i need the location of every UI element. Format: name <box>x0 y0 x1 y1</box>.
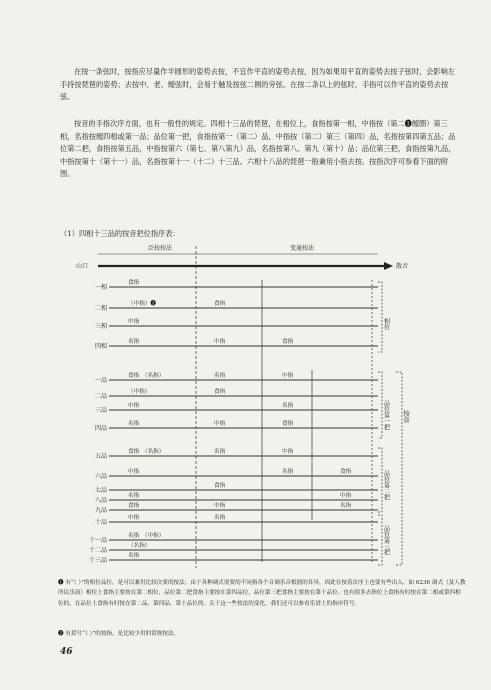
finger-note: 名指 <box>214 515 226 521</box>
fret-label: 二品 <box>94 393 107 400</box>
finger-note: 名指 <box>282 469 294 475</box>
finger-note: 名指 （中指） <box>128 533 165 539</box>
fret-label: 六品 <box>94 473 107 480</box>
finger-note: 中指 <box>128 515 140 521</box>
fret-row <box>95 317 378 330</box>
finger-note: （中指） <box>128 389 151 395</box>
finger-note: 食指 <box>214 483 226 489</box>
finger-note: 食指 <box>214 389 226 395</box>
finger-note: （名指） <box>128 543 151 549</box>
finger-note: 名指 <box>214 449 226 455</box>
fret-row <box>95 299 378 312</box>
footnote-2: ❷ 有括号“（ ）”的按指，是比较少用的常规按法。 <box>58 631 180 637</box>
shankou-label: 山口 <box>75 263 88 270</box>
finger-note: 食指 <box>282 421 294 427</box>
paragraph-2: 按音的手指次序方面，也有一般性的规定。四相十三品的琵琶，在相位上，食指按第一相，中指按（第二❶缠圈）第三相，名指按缠四相或第一品；品位第一把，食指按第一（第二）品，中指按（第二）第三（第四）品，名指按第四第五品；品位第二把，食指按第五品，中指按第六（第七、第八第九）品，名指按第八、第九（第十）品；品位第三把，食指按第九品，中指按第十（第十一）品，名指按第十一（十二）十三品。六相十八品的琵琶一般兼用小指去按。按指次序可参看下面的附图。 <box>60 119 456 179</box>
range-bracket <box>378 515 382 565</box>
fret-label: 三相 <box>94 323 107 330</box>
finger-note: 中指 <box>340 493 352 499</box>
fret-row <box>95 419 378 432</box>
range-bracket <box>378 282 382 352</box>
open-string-label: 散音 <box>396 263 409 270</box>
outer-bracket-label: 按音 <box>402 410 410 423</box>
fret-row <box>95 387 378 400</box>
finger-note: 食指 （名指） <box>128 449 165 455</box>
finger-note: 名指 <box>214 373 226 379</box>
range-bracket <box>378 448 382 512</box>
fret-label: 四品 <box>94 425 107 432</box>
column-header-right: 变通按法 <box>290 245 315 252</box>
fret-label: 二相 <box>94 305 107 312</box>
finger-note: 中指 <box>282 373 294 379</box>
fret-row <box>95 401 378 414</box>
fret-label: 一相 <box>94 284 107 291</box>
fret-row <box>89 551 378 564</box>
fret-label: 五品 <box>94 453 107 460</box>
finger-note: 食指 <box>128 503 140 509</box>
finger-note: （中指）❷ <box>128 301 156 307</box>
fret-row <box>95 467 378 480</box>
paragraph-1: 在按一条弦时，按指应尽量作半圆形的姿势去按，不宜作平直的姿势去按，因为如果用平直的姿势去按子弦时，会影响左手持按琵琶的姿势；去按中、老、缠弦时，会易于触及按弦二侧的旁弦。在按二条以上的弦时，手指可以作平直的姿势去按弦。 <box>60 67 455 102</box>
fret-label: 十品 <box>94 519 107 526</box>
finger-note: 中指 <box>214 503 226 509</box>
finger-note: 名指 <box>282 403 294 409</box>
fret-label: 十一品 <box>88 537 107 544</box>
fret-label: 九品 <box>94 507 107 514</box>
finger-note: 中指 <box>128 319 140 325</box>
fret-label: 十三品 <box>88 557 107 564</box>
table-caption: （1）四相十三品的按音把位指序表： <box>60 229 180 238</box>
finger-note: 中指 <box>128 469 140 475</box>
finger-note: 食指 <box>282 339 294 345</box>
fret-label: 四相 <box>94 343 107 350</box>
page-number: 46 <box>60 647 73 657</box>
finger-note: 名指 <box>340 503 352 509</box>
finger-note: 名指 <box>128 493 140 499</box>
fret-label: 一品 <box>94 377 107 384</box>
fret-label: 八品 <box>94 497 107 504</box>
fret-row <box>95 447 378 460</box>
outer-bracket <box>396 372 402 565</box>
fret-row <box>95 278 378 291</box>
arrow-head-icon <box>384 262 393 270</box>
finger-note: 中指 <box>214 421 226 427</box>
finger-note: 名指 <box>128 553 140 559</box>
finger-note: 名指 <box>128 421 140 427</box>
range-label: 品位第三把 <box>382 525 390 555</box>
fret-row <box>95 371 378 384</box>
fret-label: 七品 <box>94 487 107 494</box>
finger-note: 名指 <box>128 339 140 345</box>
fret-row <box>95 337 378 350</box>
column-header-left: 泛按按法 <box>148 245 173 252</box>
finger-note: 食指 （名指） <box>128 373 165 379</box>
range-label: 品位第二把 <box>382 470 390 500</box>
footnote-1: ❶ 有“（ ）”的相位品位，是可以兼用比较次要的按法。由于各种调式需要的不同指各个音调乐音根据的各异，因此在按着次序上也要有些出入。如 6236 调式（及人教所民乐演）相位上食指主要按在第二相位，品位第二把食指主要按在第四品位，品位第三把食指主要按在第十品位。也有很多去指位上食指有时按在第二相或第四相位的，在品位上食指有时按在第二品、第四品、第十品位的。关于这一些按法的变化，我们还可以参看乐谱上的指序符号。 <box>58 580 466 607</box>
finger-note: 食指 <box>128 280 140 286</box>
finger-note: 食指 <box>340 469 352 475</box>
fret-row <box>95 513 378 526</box>
finger-note: 中指 <box>128 403 140 409</box>
finger-note: 中指 <box>282 449 294 455</box>
finger-note: 中指 <box>214 339 226 345</box>
finger-note: 食指 <box>214 301 226 307</box>
fret-label: 三品 <box>94 407 107 414</box>
range-label: 品位第一把 <box>382 400 390 430</box>
range-label: 相位 <box>382 318 390 330</box>
fret-row <box>95 501 378 514</box>
fret-label: 十二品 <box>88 547 107 554</box>
range-bracket <box>378 372 382 438</box>
